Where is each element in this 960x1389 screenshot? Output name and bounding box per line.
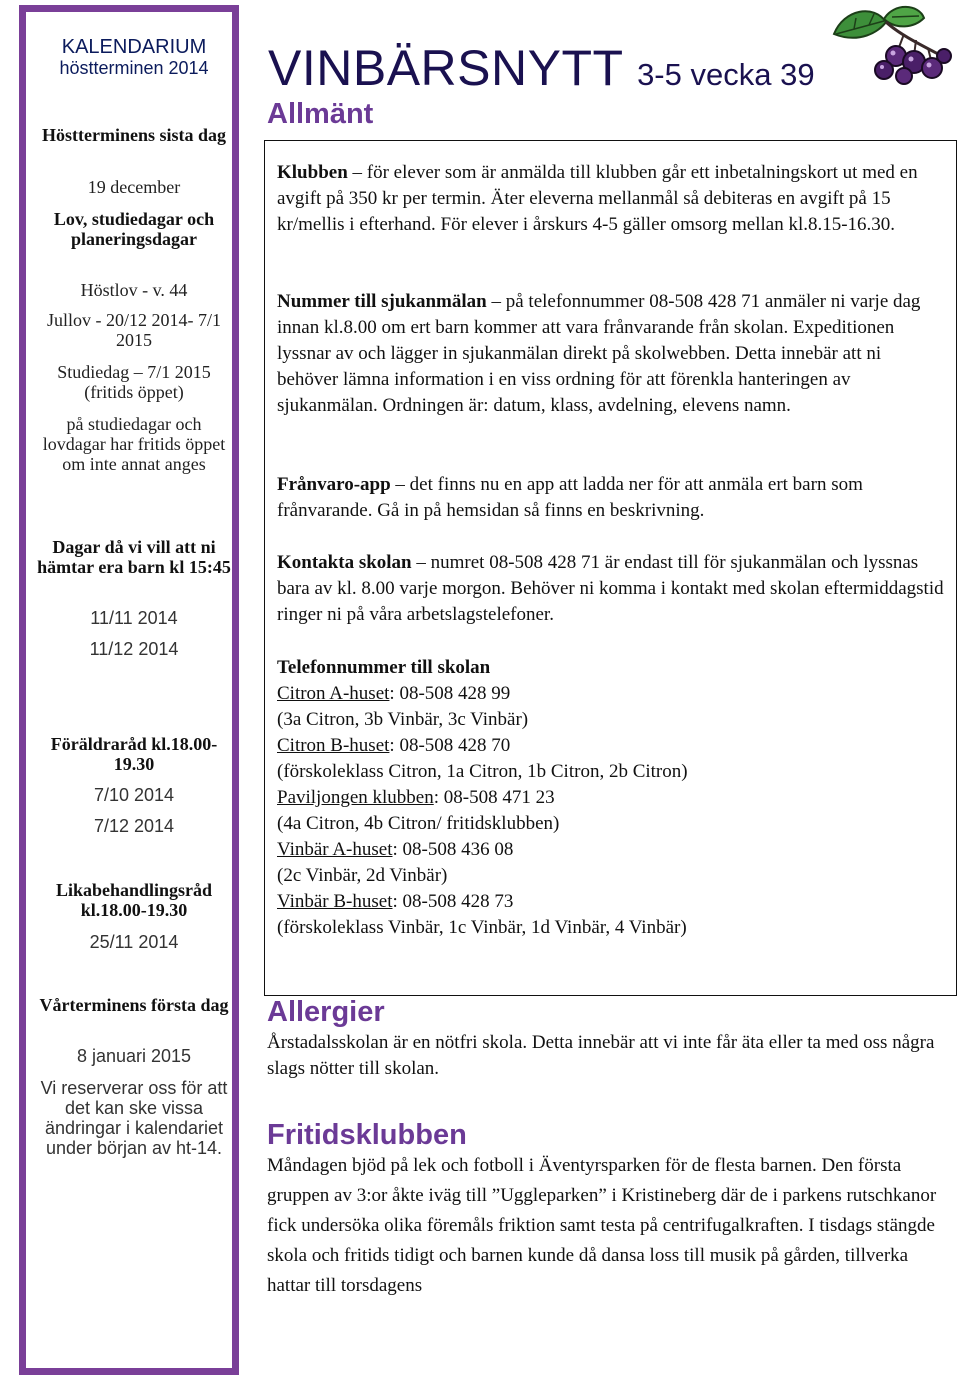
club-text: – för elever som är anmälda till klubben går ett inbetalningskort ut med en avgift på 350 kr per termin. Äter eleverna mellanmål så debiteras en avgift på 15 kr/mellis i efterhand. För elever i årskurs 4-5 gäller omsorg mellan kl.8.15-16.30.	[277, 162, 918, 235]
parent-council-date-2: 7/12 2014	[93, 816, 175, 836]
phone-entry	[277, 889, 947, 915]
phone-entry-classes: (3a Citron, 3b Vinbär, 3c Vinbär)	[277, 709, 529, 730]
allergies-text: Årstadalsskolan är en nötfri skola. Detta innebär att vi inte får äta eller ta med oss några slags nötter till skolan.	[267, 1032, 935, 1079]
contact-paragraph	[277, 550, 947, 628]
absence-app-paragraph	[277, 472, 947, 524]
sick-text: – på telefonnummer 08-508 428 71 anmäler ni varje dag innan kl.8.00 om ert barn kommer att vara frånvarande från skolan. Expeditionen lyssnar av och lägger in sjukanmälan direkt på skolwebben. Detta innebär att ni behöver lämna information i en viss ordning för att förenkla hanteringen av sjukanmälan. Ordningen är: datum, klass, avdelning, elevens namn.	[277, 291, 921, 416]
spring-first-day-heading: Vårterminens första dag	[39, 995, 229, 1015]
reservation-note: Vi reserverar oss för att det kan ske vissa ändringar i kalendariet under början av ht-14.	[40, 1078, 228, 1158]
phone-entry-number: : 08-508 428 70	[389, 735, 511, 756]
equality-council-heading: Likabehandlingsråd kl.18.00-19.30	[55, 880, 213, 920]
phone-entry-classes: (2c Vinbär, 2d Vinbär)	[277, 865, 448, 886]
contact-text: – numret 08-508 428 71 är endast till för sjukanmälan och lyssnas bara av kl. 8.00 varje morgon. Behöver ni komma i kontakt med skolan eftermiddagstid ringer ni på våra arbetslagstelefoner.	[277, 552, 944, 625]
app-lead: Frånvaro-app	[277, 474, 391, 495]
sick-lead: Nummer till sjukanmälan	[277, 291, 487, 312]
phone-list	[277, 655, 947, 941]
blackcurrant-icon	[824, 4, 954, 86]
phone-entry-name: Citron A-huset	[277, 683, 390, 704]
last-day-heading: Höstterminens sista dag	[42, 125, 226, 145]
equality-council-date: 25/11 2014	[89, 932, 179, 952]
fritids-text: Måndagen bjöd på lek och fotboll i Äventyrsparken för de flesta barnen. Den första gruppen av 3:or åkte iväg till ”Uggleparken” i Kristineberg där de i parkens rutschkanor fick undersöka olika föremåls friktion samt testa på centrifugalkraften. I tisdags stängde skola och fritids tidigt och barnen kunde då dansa loss till musik på gården, tillverka hattar till torsdagens	[267, 1155, 937, 1296]
pickup-date-2: 11/12 2014	[89, 639, 179, 659]
sidebar-title: KALENDARIUM	[61, 36, 207, 58]
calendar-sidebar	[19, 5, 239, 1375]
parent-council-date-1: 7/10 2014	[93, 785, 175, 805]
phones-heading: Telefonnummer till skolan	[277, 657, 491, 678]
parent-council-heading: Föräldraråd kl.18.00-19.30	[50, 734, 218, 774]
phone-entry-number: : 08-508 428 73	[392, 891, 514, 912]
club-paragraph	[277, 160, 947, 238]
phone-entry	[277, 681, 947, 707]
newsletter-title-main: VINBÄRSNYTT	[268, 40, 623, 96]
open-note: på studiedagar och lovdagar har fritids öppet om inte annat anges	[42, 414, 226, 474]
phone-entry-name: Vinbär A-huset	[277, 839, 393, 860]
newsletter-title	[268, 40, 815, 103]
newsletter-title-sub: 3-5 vecka 39	[637, 57, 815, 92]
phone-entry-classes: (4a Citron, 4b Citron/ fritidsklubben)	[277, 813, 560, 834]
pickup-heading: Dagar då vi vill att ni hämtar era barn kl 15:45	[37, 537, 231, 577]
phone-entry	[277, 785, 947, 811]
section-heading-allergies: Allergier	[267, 996, 385, 1028]
sidebar-subtitle: höstterminen 2014	[59, 58, 209, 78]
holidays-heading: Lov, studiedagar och planeringsdagar	[53, 209, 215, 249]
christmas-break: Jullov - 20/12 2014- 7/1 2015	[47, 310, 221, 350]
phone-entry-name: Vinbär B-huset	[277, 891, 393, 912]
phone-entry-classes: (förskoleklass Citron, 1a Citron, 1b Citron, 2b Citron)	[277, 761, 688, 782]
phone-entry-name: Paviljongen klubben	[277, 787, 434, 808]
phone-entry-number: : 08-508 471 23	[433, 787, 555, 808]
study-day: Studiedag – 7/1 2015 (fritids öppet)	[57, 362, 211, 402]
spring-first-day-date: 8 januari 2015	[76, 1046, 192, 1066]
app-text: – det finns nu en app att ladda ner för att anmäla ert barn som frånvarande. Gå in på hemsidan så finns en beskrivning.	[277, 474, 863, 521]
pickup-date-1: 11/11 2014	[90, 608, 178, 628]
section-heading-general: Allmänt	[267, 98, 374, 130]
contact-lead: Kontakta skolan	[277, 552, 412, 573]
sick-report-paragraph	[277, 289, 947, 419]
phone-entry-number: : 08-508 436 08	[392, 839, 514, 860]
autumn-break: Höstlov - v. 44	[80, 280, 188, 300]
phone-entry-classes: (förskoleklass Vinbär, 1c Vinbär, 1d Vinbär, 4 Vinbär)	[277, 917, 687, 938]
phone-entry-number: : 08-508 428 99	[389, 683, 511, 704]
phone-entry	[277, 733, 947, 759]
last-day-date: 19 december	[87, 177, 181, 197]
section-heading-fritids: Fritidsklubben	[267, 1119, 467, 1151]
phone-entry-name: Citron B-huset	[277, 735, 390, 756]
club-lead: Klubben	[277, 162, 348, 183]
phone-entry	[277, 837, 947, 863]
